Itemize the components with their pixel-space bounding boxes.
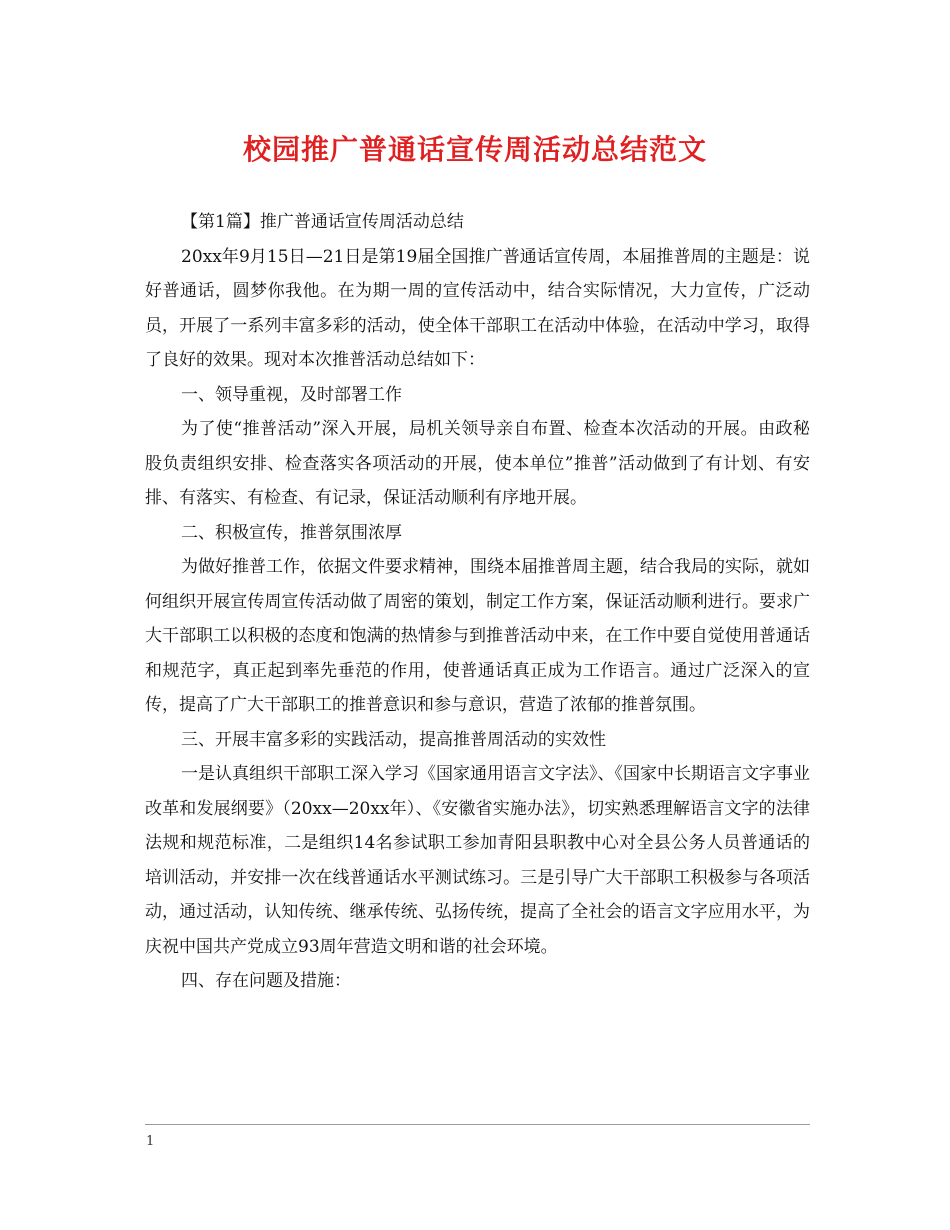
document-body (145, 205, 810, 999)
document-title: 校园推广普通话宣传周活动总结范文 (242, 133, 707, 166)
body-paragraph-3: 一是认真组织干部职工深入学习《国家通用语言文字法》、《国家中长期语言文字事业改革和发展纲要》（20xx—20xx年）、《安徽省实施办法》，切实熟悉理解语言文字的法律法规和规范标准，二是组织14名参试职工参加青阳县职教中心对全县公务人员普通话的培训活动，并安排一次在线普通话水平测试练习。三是引导广大干部职工积极参与各项活动，通过活动，认知传统、继承传统、弘扬传统，提高了全社会的语言文字应用水平，为庆祝中国共产党成立93周年营造文明和谐的社会环境。 (145, 764, 810, 957)
section-heading-2: 二、积极宣传，推普氛围浓厚 (181, 522, 402, 543)
section-heading-4: 四、存在问题及措施： (181, 971, 351, 991)
footer-divider (145, 1124, 810, 1125)
section-heading-1: 一、领导重视，及时部署工作 (181, 384, 402, 405)
section-heading-3: 三、开展丰富多彩的实践活动，提高推普周活动的实效性 (181, 729, 606, 750)
body-paragraph-1: 为了使“推普活动”深入开展，局机关领导亲自布置、检查本次活动的开展。由政秘股负责组织安排、检查落实各项活动的开展，使本单位”推普”活动做到了有计划、有安排、有落实、有检查、有记录，保证活动顺利有序地开展。 (145, 419, 810, 508)
body-paragraph-2: 为做好推普工作，依据文件要求精神，围绕本届推普周主题，结合我局的实际，就如何组织开展宣传周宣传活动做了周密的策划，制定工作方案，保证活动顺利进行。要求广大干部职工以积极的态度和饱满的热情参与到推普活动中来，在工作中要自觉使用普通话和规范字，真正起到率先垂范的作用，使普通话真正成为工作语言。通过广泛深入的宣传，提高了广大干部职工的推普意识和参与意识，营造了浓郁的推普氛围。 (145, 557, 810, 715)
section-heading-article-1: 【第1篇】推广普通话宣传周活动总结 (181, 212, 464, 232)
page-number: 1 (146, 1134, 155, 1149)
body-paragraph-intro: 20xx年9月15日—21日是第19届全国推广普通话宣传周，本届推普周的主题是：说好普通话，圆梦你我他。在为期一周的宣传活动中，结合实际情况，大力宣传，广泛动员，开展了一系列丰富多彩的活动，使全体干部职工在活动中体验，在活动中学习，取得了良好的效果。现对本次推普活动总结如下： (145, 246, 810, 370)
